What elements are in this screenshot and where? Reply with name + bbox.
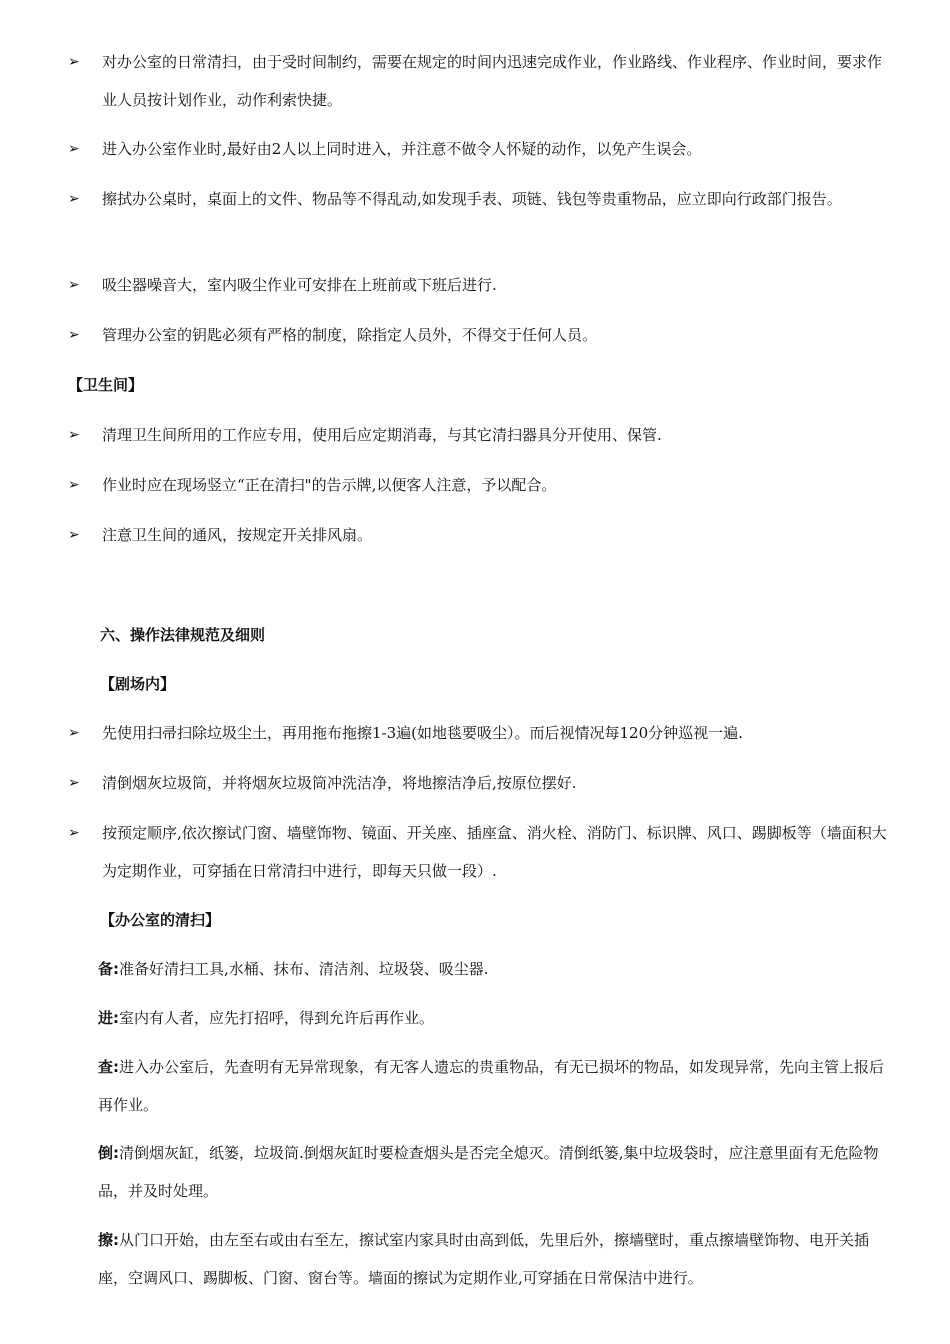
step-item [98,1048,893,1124]
section-title: 六、操作法律规范及细则 [100,626,266,644]
step-label: 擦: [98,1231,119,1249]
bullet-item [68,43,888,119]
bullet-item [68,130,888,168]
arrow-bullet-icon: ➢ [68,277,80,293]
bullet-text: 作业时应在现场竖立“正在清扫"的告示牌,以便客人注意，予以配合。 [102,476,557,494]
step-label: 进: [98,1009,119,1027]
step-label: 查: [98,1058,119,1076]
bullet-text: 注意卫生间的通风，按规定开关排风扇。 [102,526,373,544]
arrow-bullet-icon: ➢ [68,141,80,157]
arrow-bullet-icon: ➢ [68,54,80,70]
bullet-item [68,516,888,554]
restroom-heading: 【卫生间】 [68,376,144,394]
bullet-item [68,764,888,802]
step-text: 室内有人者，应先打招呼，得到允许后再作业。 [119,1009,435,1027]
step-text: 准备好清扫工具,水桶、抹布、清洁剂、垃圾袋、吸尘器. [119,960,489,978]
step-text: 从门口开始，由左至右或由右至左，擦试室内家具时由高到低，先里后外，擦墙壁时，重点擦墙壁饰物、电开关插座，空调风口、踢脚板、门窗、窗台等。墙面的擦试为定期作业,可穿插在日常保洁中进行。 [98,1231,870,1287]
step-item [98,999,893,1037]
bullet-text: 吸尘器噪音大，室内吸尘作业可安排在上班前或下班后进行. [102,276,497,294]
bullet-item [68,316,888,354]
arrow-bullet-icon: ➢ [68,775,80,791]
arrow-bullet-icon: ➢ [68,191,80,207]
arrow-bullet-icon: ➢ [68,477,80,493]
bullet-item [68,416,888,454]
bullet-item [68,180,888,218]
bullet-text: 进入办公室作业时,最好由2人以上同时进入，并注意不做令人怀疑的动作，以免产生误会。 [102,140,702,158]
bullet-item [68,466,888,504]
arrow-bullet-icon: ➢ [68,327,80,343]
step-text: 进入办公室后，先查明有无异常现象，有无客人遗忘的贵重物品，有无已损坏的物品，如发现异常，先向主管上报后再作业。 [98,1058,885,1114]
bullet-text: 按预定顺序,依次擦试门窗、墙壁饰物、镜面、开关座、插座盒、消火栓、消防门、标识牌、风口、踢脚板等（墙面积大为定期作业，可穿插在日常清扫中进行，即每天只做一段）. [102,824,887,880]
step-label: 备: [98,960,119,978]
arrow-bullet-icon: ➢ [68,825,80,841]
arrow-bullet-icon: ➢ [68,527,80,543]
step-item [98,950,893,988]
bullet-item [68,266,888,304]
step-item [98,1134,893,1210]
step-item [98,1221,893,1297]
bullet-text: 对办公室的日常清扫，由于受时间制约，需要在规定的时间内迅速完成作业，作业路线、作业程序、作业时间，要求作业人员按计划作业，动作利索快捷。 [102,53,883,109]
bullet-item [68,814,888,890]
arrow-bullet-icon: ➢ [68,427,80,443]
bullet-text: 擦拭办公桌时，桌面上的文件、物品等不得乱动,如发现手表、项链、钱包等贵重物品，应立即向行政部门报告。 [102,190,842,208]
step-label: 倒: [98,1144,119,1162]
office-clean-heading: 【办公室的清扫】 [100,911,221,929]
arrow-bullet-icon: ➢ [68,725,80,741]
step-text: 清倒烟灰缸，纸篓，垃圾筒.倒烟灰缸时要检查烟头是否完全熄灭。清倒纸篓,集中垃圾袋时，应注意里面有无危险物品，并及时处理。 [98,1144,879,1200]
bullet-item [68,714,888,752]
bullet-text: 清倒烟灰垃圾筒，并将烟灰垃圾筒冲洗洁净，将地擦洁净后,按原位摆好. [102,774,577,792]
bullet-text: 先使用扫帚扫除垃圾尘土，再用拖布拖擦1-3遍(如地毯要吸尘）。而后视情况每120分钟巡视一遍. [102,724,743,742]
bullet-text: 清理卫生间所用的工作应专用，使用后应定期消毒，与其它清扫器具分开使用、保管. [102,426,662,444]
theater-heading: 【剧场内】 [100,675,176,693]
bullet-text: 管理办公室的钥匙必须有严格的制度，除指定人员外，不得交于任何人员。 [102,326,598,344]
